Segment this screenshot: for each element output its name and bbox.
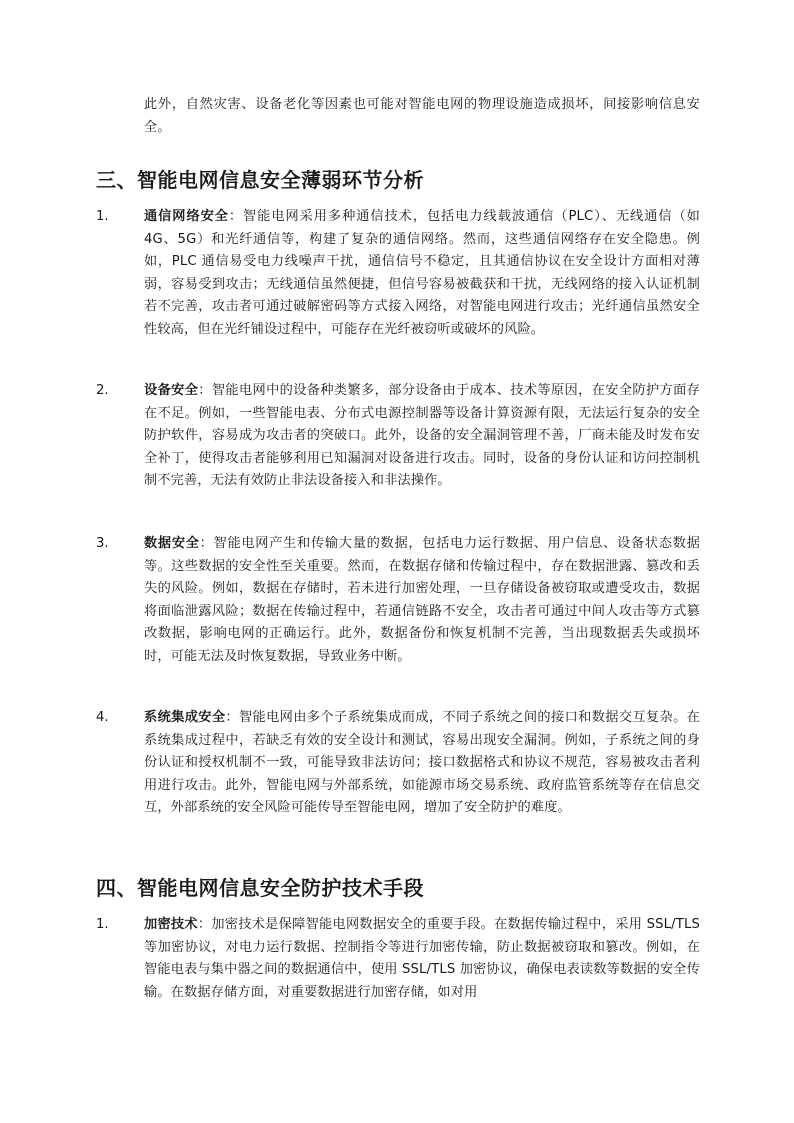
list-item-number: 4. (96, 710, 109, 725)
list-item-text: ：智能电网产生和传输大量的数据，包括电力运行数据、用户信息、设备状态数据等。这些数据的安全性至关重要。然而，在数据存储和传输过程中，存在数据泄露、篡改和丢失的风险。例如，数据在存储时，若未进行加密处理，一旦存储设备被窃取或遭受攻击，数据将面临泄露风险；数据在传输过程中，若通信链路不安全，攻击者可通过中间人攻击等方式篡改数据，影响电网的正确运行。此外，数据备份和恢复机制不完善，当出现数据丢失或损坏时，可能无法及时恢复数据，导致业务中断。 (144, 536, 700, 664)
list-item-text: ：智能电网采用多种通信技术，包括电力线载波通信（PLC）、无线通信（如 4G、5G）和光纤通信等，构建了复杂的通信网络。然而，这些通信网络存在安全隐患。例如，PLC 通信易受电力线噪声干扰，通信信号不稳定，且其通信协议在安全设计方面相对薄弱，容易受到攻击；无线通信虽然便捷，但信号容易被截获和干扰，无线网络的接入认证机制若不完善，攻击者可通过破解密码等方式接入网络，对智能电网进行攻击；光纤通信虽然安全性较高，但在光纤铺设过程中，可能存在光纤被窃听或破坏的风险。 (144, 209, 700, 337)
list-item-text: ：加密技术是保障智能电网数据安全的重要手段。在数据传输过程中，采用 SSL/TLS 等加密协议，对电力运行数据、控制指令等进行加密传输，防止数据被窃取和篡改。例如，在智能电表与集中器之间的数据通信中，使用 SSL/TLS 加密协议，确保电表读数等数据的安全传输。在数据存储方面，对重要数据进行加密存储，如对用 (144, 917, 700, 1000)
list-item-body (144, 914, 700, 1004)
intro-paragraph: 此外，自然灾害、设备老化等因素也可能对智能电网的物理设施造成损坏，间接影响信息安全。 (144, 97, 700, 135)
list-item-term: 通信网络安全 (144, 209, 229, 224)
section-4-title: 四、智能电网信息安全防护技术手段 (96, 876, 424, 900)
list-item-term: 加密技术 (144, 917, 198, 932)
list-item-body (144, 533, 700, 669)
list-item-term: 设备安全 (144, 383, 199, 398)
list-item-term: 数据安全 (144, 536, 200, 551)
section-3-title: 三、智能电网信息安全薄弱环节分析 (96, 168, 424, 192)
list-item-number: 1. (96, 209, 109, 224)
list-item-number: 2. (96, 383, 109, 398)
list-item-body (144, 206, 700, 342)
list-item-number: 3. (96, 536, 109, 551)
list-item-text: ：智能电网由多个子系统集成而成，不同子系统之间的接口和数据交互复杂。在系统集成过程中，若缺乏有效的安全设计和测试，容易出现安全漏洞。例如，子系统之间的身份认证和授权机制不一致，可能导致非法访问；接口数据格式和协议不规范，容易被攻击者利用进行攻击。此外，智能电网与外部系统，如能源市场交易系统、政府监管系统等存在信息交互，外部系统的安全风险可能传导至智能电网，增加了安全防护的难度。 (144, 710, 700, 816)
list-item-term: 系统集成安全 (144, 710, 226, 725)
list-item-body (144, 707, 700, 820)
list-item-text: ：智能电网中的设备种类繁多，部分设备由于成本、技术等原因，在安全防护方面存在不足。例如，一些智能电表、分布式电源控制器等设备计算资源有限，无法运行复杂的安全防护软件，容易成为攻击者的突破口。此外，设备的安全漏洞管理不善，厂商未能及时发布安全补丁，使得攻击者能够利用已知漏洞对设备进行攻击。同时，设备的身份认证和访问控制机制不完善，无法有效防止非法设备接入和非法操作。 (144, 383, 700, 489)
list-item-body (144, 380, 700, 493)
list-item-number: 1. (96, 917, 109, 932)
